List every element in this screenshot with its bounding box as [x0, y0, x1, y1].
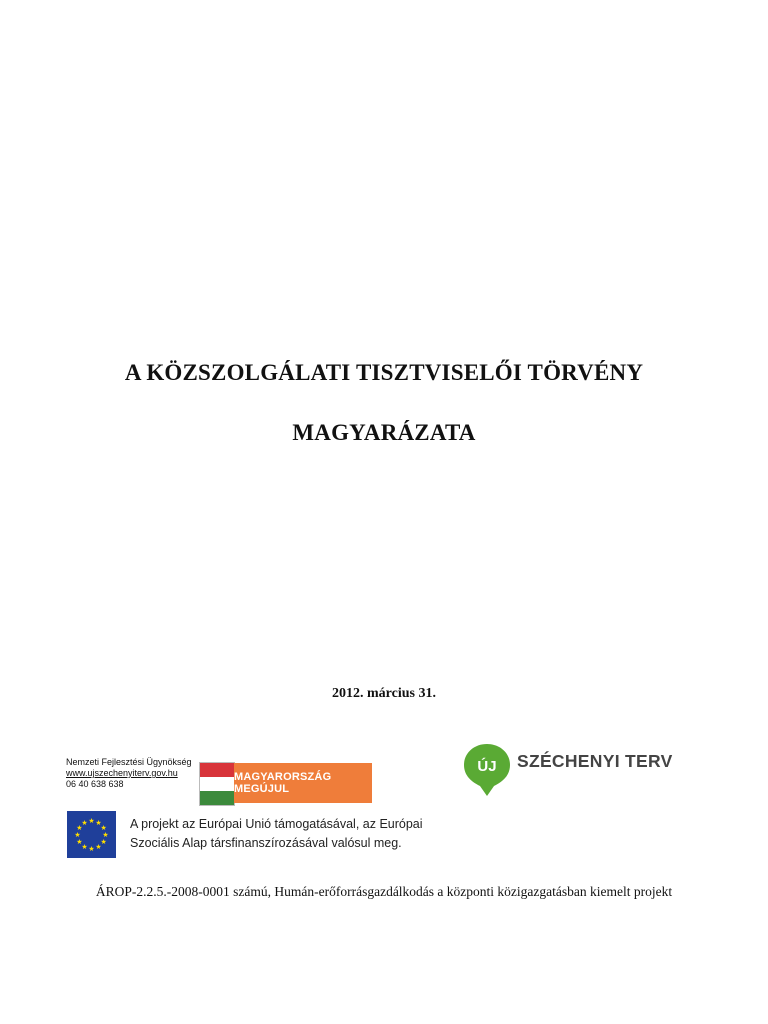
- eu-support-statement: [130, 815, 423, 853]
- document-title-line1: A KÖZSZOLGÁLATI TISZTVISELŐI TÖRVÉNY: [124, 360, 644, 385]
- nfu-website-link[interactable]: www.ujszechenyiterv.gov.hu: [66, 768, 178, 778]
- eu-star-icon: ★: [100, 824, 107, 832]
- eu-star-icon: ★: [88, 817, 95, 825]
- hungarian-flag-icon: [199, 762, 235, 806]
- eu-flag-icon: [67, 811, 116, 858]
- nfu-agency-name: Nemzeti Fejlesztési Ügynökség: [66, 757, 192, 767]
- eu-star-icon: ★: [95, 818, 102, 827]
- szechenyi-terv-logo-icon: [462, 742, 512, 798]
- eu-star-icon: ★: [100, 838, 107, 846]
- eu-star-icon: ★: [76, 838, 83, 846]
- szechenyi-badge-text: ÚJ: [477, 758, 497, 775]
- eu-star-icon: ★: [74, 831, 81, 839]
- eu-star-icon: ★: [95, 843, 102, 852]
- eu-star-icon: ★: [76, 824, 83, 832]
- eu-star-icon: ★: [88, 845, 95, 853]
- eu-star-icon: ★: [102, 831, 109, 839]
- eu-star-icon: ★: [81, 843, 88, 852]
- szechenyi-terv-text: SZÉCHENYI TERV: [517, 751, 673, 771]
- eu-support-line1: A projekt az Európai Unió támogatásával, az Európai: [130, 817, 423, 831]
- mm-banner-text: MAGYARORSZÁG MEGÚJUL: [234, 771, 332, 795]
- document-title-line2: MAGYARÁZATA: [292, 420, 476, 445]
- eu-star-icon: ★: [81, 818, 88, 827]
- eu-support-line2: Szociális Alap társfinanszírozásával valósul meg.: [130, 836, 402, 850]
- nfu-contact-block: [66, 757, 192, 790]
- project-footer: ÁROP-2.2.5.-2008-0001 számú, Humán-erőforrásgazdálkodás a központi közigazgatásban kiemelt projekt: [95, 884, 673, 899]
- magyarorszag-megujul-banner: [234, 763, 372, 803]
- nfu-phone: 06 40 638 638: [66, 779, 124, 789]
- document-date: 2012. március 31.: [332, 686, 436, 701]
